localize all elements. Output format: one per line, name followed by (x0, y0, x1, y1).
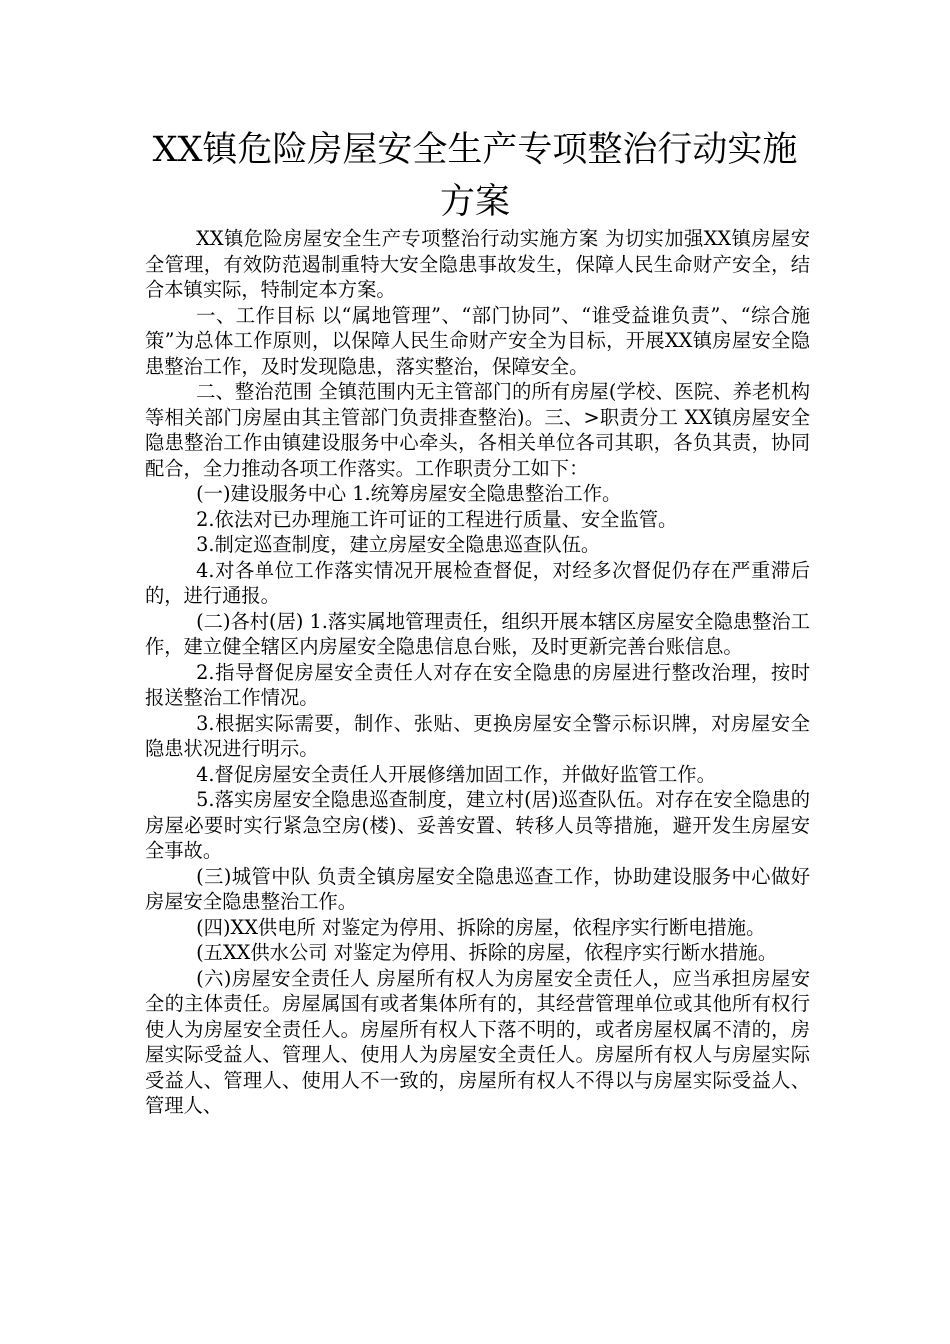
document-body (145, 226, 810, 1119)
document-title: XX镇危险房屋安全生产专项整治行动实施方案 (152, 130, 798, 222)
paragraph-villages-1: (二)各村(居) 1.落实属地管理责任，组织开展本辖区房屋安全隐患整治工作，建立健全辖区内房屋安全隐患信息台账，及时更新完善台账信息。 (145, 609, 810, 658)
paragraph-construction-center-4: 4.对各单位工作落实情况开展检查督促，对经多次督促仍存在严重滞后的，进行通报。 (145, 558, 810, 607)
paragraph-villages-4: 4.督促房屋安全责任人开展修缮加固工作，并做好监管工作。 (196, 762, 716, 786)
paragraph-water-supply: (五XX供水公司 对鉴定为停用、拆除的房屋，依程序实行断水措施。 (196, 941, 778, 964)
paragraph-urban-management: (三)城管中队 负责全镇房屋安全隐患巡查工作，协助建设服务中心做好房屋安全隐患整治工作。 (145, 864, 810, 913)
paragraph-power-supply: (四)XX供电所 对鉴定为停用、拆除的房屋，依程序实行断电措施。 (196, 915, 766, 939)
paragraph-construction-center-2: 2.依法对已办理施工许可证的工程进行质量、安全监管。 (196, 507, 678, 531)
paragraph-scope-and-duties: 二、整治范围 全镇范围内无主管部门的所有房屋(学校、医院、养老机构等相关部门房屋由其主管部门负责排查整治)。三、>职责分工 XX镇房屋安全隐患整治工作由镇建设服务中心牵头，各相关单位各司其职，各负其责，协同配合，全力推动各项工作落实。工作职责分工如下： (145, 380, 810, 480)
paragraph-responsible-person: (六)房屋安全责任人 房屋所有权人为房屋安全责任人，应当承担房屋安全的主体责任。房屋属国有或者集体所有的，其经营管理单位或其他所有权行使人为房屋安全责任人。房屋所有权人下落不明的，或者房屋权属不清的，房屋实际受益人、管理人、使用人为房屋安全责任人。房屋所有权人与房屋实际受益人、管理人、使用人不一致的，房屋所有权人不得以与房屋实际受益人、管理人、 (145, 966, 810, 1117)
paragraph-villages-5: 5.落实房屋安全隐患巡查制度，建立村(居)巡查队伍。对存在安全隐患的房屋必要时实行紧急空房(楼)、妥善安置、转移人员等措施，避开发生房屋安全事故。 (145, 788, 810, 862)
paragraph-villages-2: 2.指导督促房屋安全责任人对存在安全隐患的房屋进行整改治理，按时报送整治工作情况。 (145, 660, 810, 709)
paragraph-construction-center-1: (一)建设服务中心 1.统筹房屋安全隐患整治工作。 (196, 482, 622, 505)
paragraph-work-goal: 一、工作目标 以“属地管理”、“部门协同”、“谁受益谁负责”、“综合施策”为总体工作原则，以保障人民生命财产安全为目标，开展XX镇房屋安全隐患整治工作，及时发现隐患，落实整治，保障安全。 (145, 303, 810, 378)
paragraph-intro: XX镇危险房屋安全生产专项整治行动实施方案 为切实加强XX镇房屋安全管理，有效防范遏制重特大安全隐患事故发生，保障人民生命财产安全，结合本镇实际，特制定本方案。 (145, 227, 810, 301)
paragraph-villages-3: 3.根据实际需要，制作、张贴、更换房屋安全警示标识牌，对房屋安全隐患状况进行明示。 (145, 711, 810, 760)
paragraph-construction-center-3: 3.制定巡查制度，建立房屋安全隐患巡查队伍。 (196, 533, 601, 556)
